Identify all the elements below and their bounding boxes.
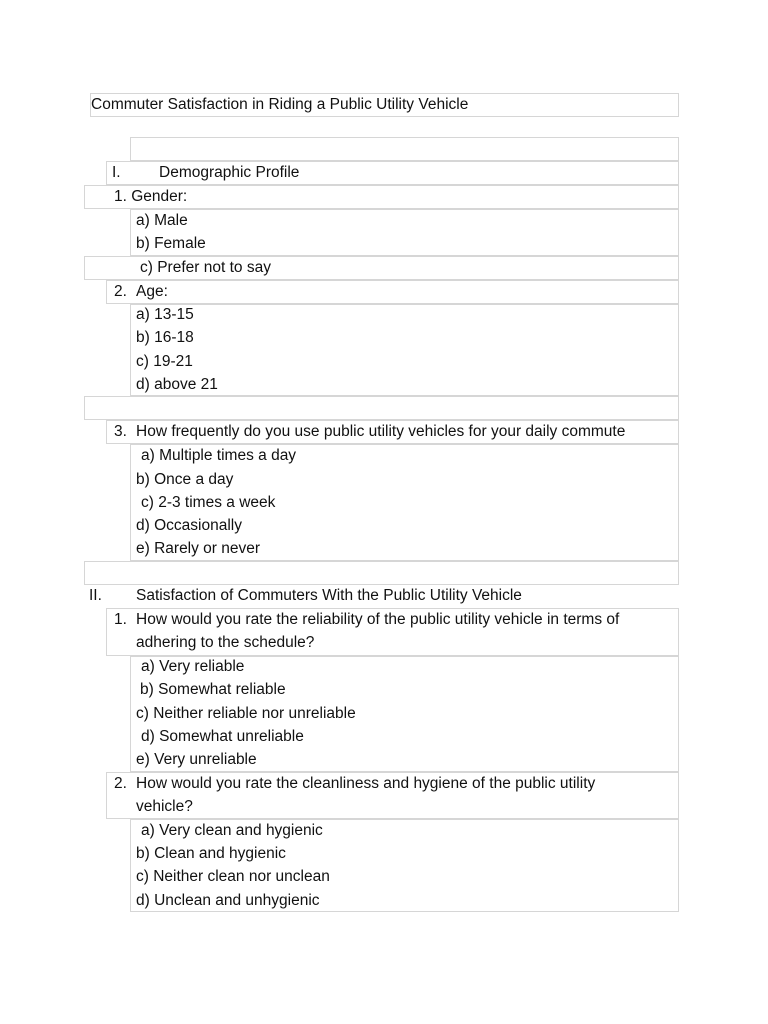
option-very-unreliable: e) Very unreliable — [136, 751, 257, 768]
document-title: Commuter Satisfaction in Riding a Public Utility Vehicle — [91, 96, 469, 113]
section-1-heading: Demographic Profile — [159, 164, 300, 181]
option-multiple-times-a-day: a) Multiple times a day — [141, 447, 297, 464]
option-age-above-21: d) above 21 — [136, 376, 218, 393]
option-rarely-or-never: e) Rarely or never — [136, 540, 261, 557]
empty-cell — [84, 561, 679, 585]
option-male: a) Male — [136, 212, 188, 229]
option-very-reliable: a) Very reliable — [141, 658, 245, 675]
option-age-13-15: a) 13-15 — [136, 306, 194, 323]
section-1-numeral: I. — [112, 164, 121, 181]
question-cleanliness-number: 2. — [114, 775, 127, 792]
option-prefer-not-to-say: c) Prefer not to say — [140, 259, 271, 276]
option-age-16-18: b) 16-18 — [136, 329, 194, 346]
option-neither-reliable-nor-unreliable: c) Neither reliable nor unreliable — [136, 705, 356, 722]
question-reliability-line-2: adhering to the schedule? — [136, 634, 315, 651]
question-frequency-number: 3. — [114, 423, 127, 440]
option-once-a-day: b) Once a day — [136, 471, 234, 488]
option-age-19-21: c) 19-21 — [136, 353, 193, 370]
option-very-clean-and-hygienic: a) Very clean and hygienic — [141, 822, 323, 839]
empty-cell — [84, 396, 679, 420]
question-gender-label: 1. Gender: — [114, 188, 188, 205]
section-2-numeral: II. — [89, 587, 102, 604]
question-cleanliness-line-1: How would you rate the cleanliness and hygiene of the public utility — [136, 775, 596, 792]
empty-cell — [130, 137, 679, 161]
option-2-3-times-a-week: c) 2-3 times a week — [141, 494, 276, 511]
question-reliability-line-1: How would you rate the reliability of the public utility vehicle in terms of — [136, 611, 620, 628]
option-occasionally: d) Occasionally — [136, 517, 242, 534]
option-female: b) Female — [136, 235, 206, 252]
section-2-heading: Satisfaction of Commuters With the Public Utility Vehicle — [136, 587, 522, 604]
options-cell — [130, 209, 679, 256]
option-somewhat-reliable: b) Somewhat reliable — [140, 681, 286, 698]
question-reliability-number: 1. — [114, 611, 127, 628]
question-age-number: 2. — [114, 283, 127, 300]
question-frequency-label: How frequently do you use public utility vehicles for your daily commute — [136, 423, 626, 440]
question-cleanliness-line-2: vehicle? — [136, 798, 193, 815]
option-somewhat-unreliable: d) Somewhat unreliable — [141, 728, 304, 745]
option-clean-and-hygienic: b) Clean and hygienic — [136, 845, 286, 862]
question-age-label: Age: — [136, 283, 168, 300]
option-neither-clean-nor-unclean: c) Neither clean nor unclean — [136, 868, 330, 885]
option-unclean-and-unhygienic: d) Unclean and unhygienic — [136, 892, 320, 909]
question-cell — [106, 280, 679, 304]
